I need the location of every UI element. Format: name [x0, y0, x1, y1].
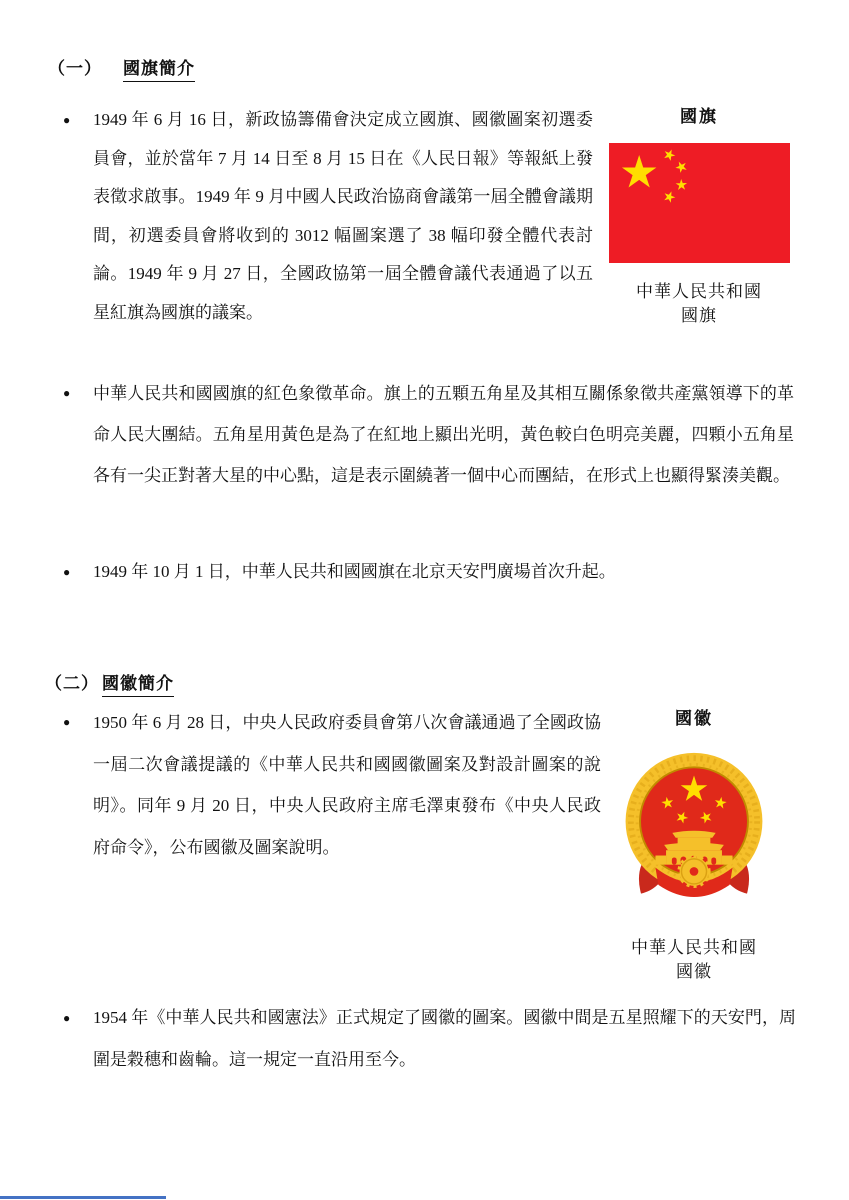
national-flag-image — [609, 143, 790, 263]
national-emblem-image — [621, 750, 767, 909]
paragraph-flag-first-raising — [62, 553, 794, 591]
caption-line: 國徽 — [676, 962, 712, 981]
caption-line: 中華人民共和國 — [636, 282, 762, 301]
page-footer-line — [0, 1196, 166, 1199]
emblem-figure-title: 國徽 — [675, 709, 713, 728]
bullet-icon: ● — [63, 386, 71, 400]
bullet-icon: ● — [63, 715, 71, 729]
bullet-icon: ● — [63, 565, 71, 579]
caption-line: 國旗 — [681, 306, 717, 325]
paragraph-flag-symbolism — [62, 373, 794, 496]
paragraph-text: 中華人民共和國國旗的紅色象徵革命。旗上的五顆五角星及其相互關係象徵共產黨領導下的革命人民大團結。五角星用黃色是為了在紅地上顯出光明，黃色較白色明亮美麗，四顆小五角星各有一尖正對著大星的中心點，這是表示圍繞著一個中心而團結，在形式上也顯得緊湊美觀。 — [93, 384, 794, 485]
heading-title: 國旗簡介 — [123, 54, 195, 82]
paragraph-text: 1949 年 6 月 16 日，新政協籌備會決定成立國旗、國徽圖案初選委員會，並於當年 7 月 14 日至 8 月 15 日在《人民日報》等報紙上發表徵求啟事。1949 年 9 月中國人民政治協商會議第一屆全體會議期間，初選委員會將收到的 3012 幅圖案選了 38 幅印發全體代表討論。1949 年 9 月 27 日，全國政協第一屆全體會議代表通過了以五星紅旗為國旗的議案。 — [93, 110, 593, 322]
flag-figure-title: 國旗 — [680, 107, 718, 126]
heading-title: 國徽簡介 — [102, 669, 174, 697]
paragraph-text: 1950 年 6 月 28 日，中央人民政府委員會第八次會議通過了全國政協一屆二次會議提議的《中華人民共和國國徽圖案及對設計圖案的說明》。同年 9 月 20 日，中央人民政府主席毛澤東發布《中央人民政府命令》，公布國徽及圖案說明。 — [93, 713, 601, 857]
heading-numbering: （一） — [48, 59, 102, 78]
paragraph-flag-history — [62, 101, 593, 332]
paragraph-text: 1949 年 10 月 1 日，中華人民共和國國旗在北京天安門廣場首次升起。 — [93, 562, 616, 581]
section-flag-heading — [48, 54, 195, 82]
bullet-icon: ● — [63, 1011, 71, 1025]
emblem-figure-caption — [631, 936, 757, 984]
flag-figure — [606, 107, 792, 328]
emblem-figure — [618, 709, 770, 984]
section-emblem-heading — [45, 669, 174, 697]
caption-line: 中華人民共和國 — [631, 938, 757, 957]
heading-numbering: （二） — [45, 674, 99, 693]
paragraph-emblem-history — [62, 702, 601, 868]
flag-figure-caption — [636, 280, 762, 328]
bullet-icon: ● — [63, 113, 71, 127]
paragraph-text: 1954 年《中華人民共和國憲法》正式規定了國徽的圖案。國徽中間是五星照耀下的天安門，周圍是穀穗和齒輪。這一規定一直沿用至今。 — [93, 1008, 796, 1069]
paragraph-emblem-constitution — [62, 997, 796, 1081]
